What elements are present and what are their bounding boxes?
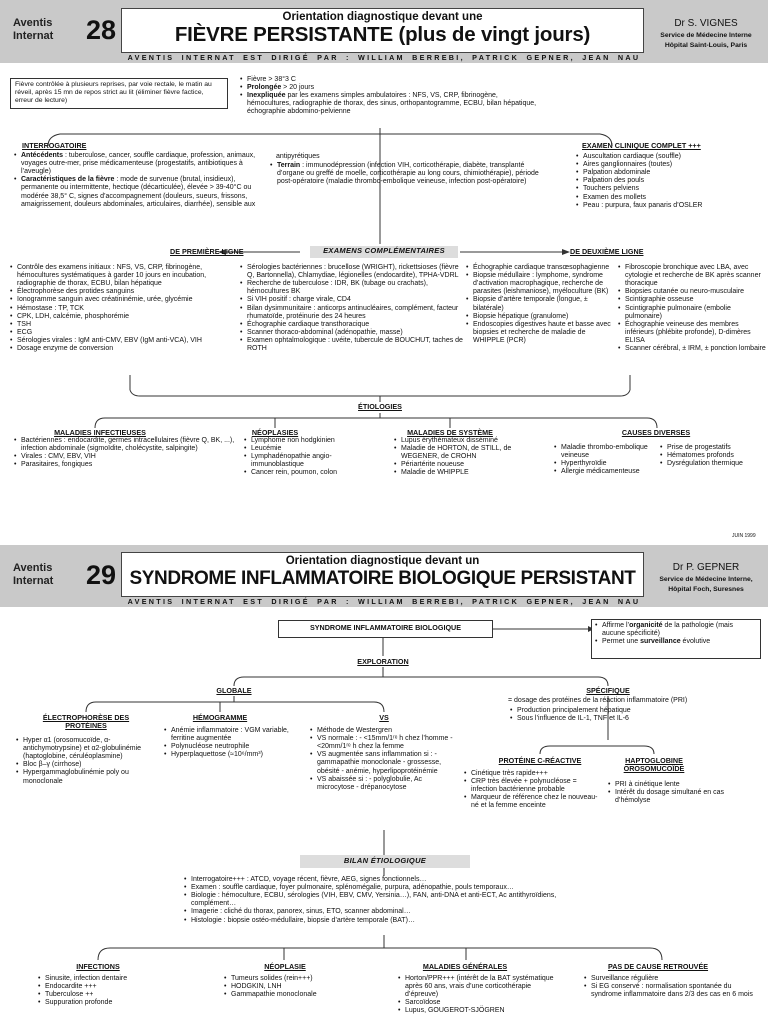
exploration-heading: EXPLORATION bbox=[357, 657, 409, 666]
list-item: • Méthode de Westergren bbox=[310, 727, 460, 735]
list-item: • Biopsie médullaire : lymphome, syndrome d’activation macrophagique, recherche de parasites (leishmaniose), myéloculture (BK) bbox=[466, 272, 618, 296]
list-item: • Examen : souffle cardiaque, foyer pulmonaire, splénomégalie, purpura, adénopathie, pouls temporaux… bbox=[184, 884, 574, 892]
brand-line-2: Internat bbox=[13, 29, 54, 42]
list-item: • Production principalement hépatique bbox=[510, 707, 760, 715]
hemogramme-heading: HÉMOGRAMME bbox=[192, 713, 248, 722]
list-item: • Biopsie d’artère temporale (longue, ± bilatérale) bbox=[466, 296, 618, 312]
sheet-title: FIÈVRE PERSISTANTE (plus de vingt jours) bbox=[174, 23, 591, 47]
sheet-number: 29 bbox=[86, 560, 117, 590]
list-item: • Lymphadénopathie angio-immunoblastique bbox=[244, 453, 384, 469]
neoplasie-heading: NÉOPLASIE bbox=[264, 962, 306, 971]
list-item: • Parasitaires, fongiques bbox=[14, 461, 236, 469]
list-item: • Tumeurs solides (rein+++) bbox=[224, 975, 374, 983]
list-item: • Suppuration profonde bbox=[38, 999, 178, 1007]
side-term: surveillance bbox=[640, 638, 681, 646]
list-item: • Lymphome non hodgkinien bbox=[244, 437, 384, 445]
list-item: • Hyperplaquettose (≈10⁶/mm³) bbox=[164, 751, 298, 759]
list-item: • Si VIH positif : charge virale, CD4 bbox=[240, 296, 464, 304]
list-item: • Sarcoïdose bbox=[398, 999, 564, 1007]
list-item: • Allergie médicamenteuse bbox=[554, 468, 658, 476]
item-text: : tuberculose, cancer, souffle cardiaque, profession, animaux, voyages outre-mer, prise médicamenteuse (progestatifs, antibiotiques à l’aveugle) bbox=[21, 152, 256, 176]
list-item: • Ionogramme sanguin avec créatininémie, urée, glycémie bbox=[10, 296, 238, 304]
list-item: • Lupus, GOUGEROT-SJÖGREN bbox=[398, 1007, 564, 1015]
interrogatoire-continuation: antipyrétiques bbox=[276, 153, 320, 160]
list-item: • Maladie thrombo-embolique veineuse bbox=[554, 444, 658, 460]
list-item: • Hyper α1 (orosomucoïde, α-antichymotrypsine) et α2-globulinémie (haptoglobine, céruléoplasmine) bbox=[16, 737, 162, 761]
list-item: • Endocardite +++ bbox=[38, 983, 178, 991]
list-item: • Maladie de HORTON, de STILL, de WEGENER, de CROHN bbox=[394, 445, 544, 461]
list-item: • Palpation abdominale bbox=[576, 169, 762, 177]
terrain-text: : immunodépression (infection VIH, corticothérapie, diabète, transplanté d’organe ou greffé de moelle, corticothérapie au long cours, chimiothérapie), période post-opératoire (maladie thrombo-embolique veineuse, infection post-opératoire) bbox=[277, 162, 539, 186]
directors-line: AVENTIS INTERNAT EST DIRIGÉ PAR : WILLIAM BERREBI, PATRICK GEPNER, JEAN NAU bbox=[127, 53, 641, 62]
list-item: • Auscultation cardiaque (souffle) bbox=[576, 153, 762, 161]
list-item: • Histologie : biopsie ostéo-médullaire, biopsie d’artère temporale (BAT)… bbox=[184, 917, 574, 925]
vs-list bbox=[310, 727, 460, 792]
side-text: évolutive bbox=[680, 638, 711, 646]
list-item: • Dosage enzyme de conversion bbox=[10, 345, 238, 353]
list-item: • Peau : purpura, faux panaris d’OSLER bbox=[576, 202, 762, 210]
list-item: • Gammapathie monoclonale bbox=[224, 991, 374, 999]
list-item: • Périartérite noueuse bbox=[394, 461, 544, 469]
infectieuses-heading: MALADIES INFECTIEUSES bbox=[54, 428, 146, 437]
list-item: • Échographie cardiaque transœsophagienne bbox=[466, 264, 618, 272]
side-box-item bbox=[595, 622, 757, 638]
globale-heading: GLOBALE bbox=[216, 686, 252, 695]
definition-text: Fièvre > 38°3 C bbox=[247, 76, 296, 83]
premiere-ligne-heading: DE PREMIÈRE LIGNE bbox=[170, 247, 244, 256]
examen-clinique-heading: EXAMEN CLINIQUE COMPLET +++ bbox=[582, 141, 701, 150]
brand-line-2: Internat bbox=[13, 574, 54, 587]
interrogatoire-heading: INTERROGATOIRE bbox=[22, 141, 87, 150]
sans-cause-list bbox=[584, 975, 764, 999]
sheet-subtitle: Orientation diagnostique devant une bbox=[282, 11, 483, 23]
electrophorese-heading-text: ÉLECTROPHORÈSE DES PROTÉINES bbox=[42, 713, 130, 731]
list-item: • Biopsie hépatique (granulome) bbox=[466, 313, 618, 321]
haptoglobine-heading-text: HAPTOGLOBINE OROSOMUCOÏDE bbox=[623, 756, 685, 774]
list-item: • VS augmentée sans inflammation si : - gammapathie monoclonale - grossesse, obésité - anémie, hyperlipoprotéinémie bbox=[310, 751, 460, 775]
list-item: • Contrôle des examens initiaux : NFS, VS, CRP, fibrinogène, hémocultures systématiques à garder 10 jours en incubation, radiographie de thorax, ECBU, bilan hépatique bbox=[10, 264, 238, 288]
item-term: Caractéristiques de la fièvre bbox=[21, 176, 115, 184]
sans-cause-heading: PAS DE CAUSE RETROUVÉE bbox=[607, 962, 709, 971]
list-item: • Hématomes profonds bbox=[660, 452, 766, 460]
list-item: • Cinétique très rapide+++ bbox=[464, 770, 604, 778]
list-item: • Surveillance régulière bbox=[584, 975, 764, 983]
list-item: • Sinusite, infection dentaire bbox=[38, 975, 178, 983]
list-item: • Palpation des pouls bbox=[576, 177, 762, 185]
haptoglobine-heading bbox=[612, 757, 696, 774]
list-item: • Hémostase : TP, TCK bbox=[10, 305, 238, 313]
vs-heading: VS bbox=[379, 713, 389, 722]
etiologies-heading: ÉTIOLOGIES bbox=[358, 402, 402, 411]
specifique-definition: = dosage des protéines de la réaction inflammatoire (PRI) bbox=[508, 697, 688, 704]
side-term: organicité bbox=[629, 622, 663, 629]
list-item: • Horton/PPR+++ (intérêt de la BAT systématique après 60 ans, vrais d’une corticothérapie d’épreuve) bbox=[398, 975, 564, 999]
sheet-number: 28 bbox=[86, 15, 117, 45]
author-service: Service de Médecine Interne, bbox=[659, 576, 753, 583]
list-item: • Aires ganglionnaires (toutes) bbox=[576, 161, 762, 169]
infections-heading: INFECTIONS bbox=[76, 962, 120, 971]
list-item: • Sérologies virales : IgM anti-CMV, EBV (IgM anti-VCA), VIH bbox=[10, 337, 238, 345]
hemogramme-list bbox=[164, 727, 298, 759]
list-item: • ECG bbox=[10, 329, 238, 337]
list-item: • Si EG conservé : normalisation spontanée du syndrome inflammatoire dans 2/3 des cas en 6 mois bbox=[584, 983, 764, 999]
definition-term: Inexpliquée bbox=[247, 92, 286, 100]
haptoglobine-list bbox=[608, 781, 758, 805]
list-item: • Touchers pelviens bbox=[576, 185, 762, 193]
electrophorese-heading bbox=[36, 714, 136, 731]
author-name: Dr P. GEPNER bbox=[672, 562, 740, 573]
infections-list bbox=[38, 975, 178, 1007]
list-item: • Cancer rein, poumon, colon bbox=[244, 469, 384, 477]
list-item: • Scanner cérébral, ± IRM, ± ponction lombaire bbox=[618, 345, 766, 353]
list-item: • Bilan dysimmunitaire : anticorps antinucléaires, complément, facteur rhumatoïde, protéinurie des 24 heures bbox=[240, 305, 464, 321]
list-item: • Interrogatoire+++ : ATCD, voyage récent, fièvre, AEG, signes fonctionnels… bbox=[184, 876, 574, 884]
list-item: • Marqueur de référence chez le nouveau-né et la femme enceinte bbox=[464, 794, 604, 810]
list-item: • TSH bbox=[10, 321, 238, 329]
list-item: • PRI à cinétique lente bbox=[608, 781, 758, 789]
item-text: : mode de survenue (brutal, insidieux), permanente ou intermittente, hectique (décarticulée), élevée > 39-40°C ou modérée 38,5° C, signes d’accompagnement (douleurs, sueurs, frissons, amaigrissement, douleurs abdominales, articulaires, diarrhée), sensible aux bbox=[21, 176, 256, 208]
list-item: • Virales : CMV, EBV, VIH bbox=[14, 453, 236, 461]
list-item: • Dysrégulation thermique bbox=[660, 460, 766, 468]
side-box-item bbox=[595, 638, 757, 646]
list-item: • Électrophorèse des protides sanguins bbox=[10, 288, 238, 296]
list-item: • Maladie de WHIPPLE bbox=[394, 469, 544, 477]
list-item: • Leucémie bbox=[244, 445, 384, 453]
list-item: • Scanner thoraco-abdominal (adénopathie, masse) bbox=[240, 329, 464, 337]
brand-line-1: Aventis bbox=[13, 562, 53, 574]
bilan-list bbox=[184, 876, 574, 925]
list-item: • Hyperthyroïdie bbox=[554, 460, 658, 468]
side-box bbox=[591, 619, 761, 659]
root-box bbox=[278, 620, 493, 638]
list-item: • Examen des mollets bbox=[576, 194, 762, 202]
list-item: • Échographie veineuse des membres inférieurs (phlébite profonde), D-dimères ELISA bbox=[618, 321, 766, 345]
list-item: • Recherche de tuberculose : IDR, BK (tubage ou crachats), hémocultures BK bbox=[240, 280, 464, 296]
fever-note-box: Fièvre contrôlée à plusieurs reprises, par voie rectale, le matin au réveil, après 15 mn de repos strict au lit (éliminer fièvre factice, erreur de lecture) bbox=[10, 78, 228, 109]
list-item: • Sérologies bactériennes : brucellose (WRIGHT), rickettsioses (fièvre Q, Bartonnella), Chlamydiae, légionelles (endocardite), TPHA-VDRL bbox=[240, 264, 464, 280]
list-item: • Prise de progestatifs bbox=[660, 444, 766, 452]
list-item: • Biopsies cutanée ou neuro-musculaire bbox=[618, 288, 766, 296]
definition-term: Prolongée bbox=[247, 84, 282, 92]
specifique-list bbox=[510, 707, 760, 723]
side-text: de la pathologie (mais aucune spécificité) bbox=[602, 622, 733, 638]
side-text: Affirme l’ bbox=[602, 622, 630, 629]
author-hospital: Hôpital Saint-Louis, Paris bbox=[664, 42, 748, 50]
list-item: • Fibroscopie bronchique avec LBA, avec cytologie et recherche de BK après scanner thoracique bbox=[618, 264, 766, 288]
list-item: • Examen ophtalmologique : uvéite, tubercule de BOUCHUT, taches de ROTH bbox=[240, 337, 464, 353]
list-item: • Imagerie : cliché du thorax, panorex, sinus, ETO, scanner abdominal… bbox=[184, 908, 574, 916]
list-item: • Biologie : hémoculture, ECBU, sérologies (VIH, EBV, CMV, Yersinia…), FAN, anti-DNA et anti-ECT, Ac antithyroïdiens, complément… bbox=[184, 892, 574, 908]
publication-date: JUIN 1999 bbox=[732, 533, 756, 539]
list-item: • Scintigraphie pulmonaire (embolie pulmonaire) bbox=[618, 305, 766, 321]
list-item: • Polynucléose neutrophile bbox=[164, 743, 298, 751]
directors-line: AVENTIS INTERNAT EST DIRIGÉ PAR : WILLIAM BERREBI, PATRICK GEPNER, JEAN NAU bbox=[127, 597, 641, 606]
terrain-term: Terrain bbox=[277, 162, 301, 169]
list-item: • Intérêt du dosage simultané en cas d’hémolyse bbox=[608, 789, 758, 805]
definition-text: par les examens simples ambulatoires : NFS, VS, CRP, fibrinogène, hémocultures, radiographie de thorax, des sinus, orthopantogramme, ECBU, bilan hépatique, échographie abdomino-pelvienne bbox=[247, 92, 537, 116]
list-item: • Échographie cardiaque transthoracique bbox=[240, 321, 464, 329]
sheet-title: SYNDROME INFLAMMATOIRE BIOLOGIQUE PERSISTANT bbox=[129, 568, 636, 590]
side-text: Permet une bbox=[602, 638, 641, 646]
list-item: • Endoscopies digestives haute et basse avec biopsies et recherche de maladie de WHIPPLE (PCR) bbox=[466, 321, 618, 345]
list-item: • VS abaissée si : - polyglobulie, Ac microcytose - drépanocytose bbox=[310, 776, 460, 792]
list-item: • Scintigraphie osseuse bbox=[618, 296, 766, 304]
list-item: • Hypergammaglobulinémie poly ou monoclonale bbox=[16, 769, 162, 785]
list-item: • Bactériennes : endocardite, germes intracellulaires (fièvre Q, BK, ...), infection abdominale (sigmoïdite, cholécystite, salpingite) bbox=[14, 437, 236, 453]
list-item: • Lupus érythémateux disséminé bbox=[394, 437, 544, 445]
author-hospital: Hôpital Foch, Suresnes bbox=[668, 586, 744, 594]
list-item: • VS normale : - <15mm/1ʳᵉ h chez l’homme - <20mm/1ʳᵉ h chez la femme bbox=[310, 735, 460, 751]
brand-line-1: Aventis bbox=[13, 17, 53, 29]
systeme-heading: MALADIES DE SYSTÈME bbox=[407, 428, 493, 437]
definition-text: > 20 jours bbox=[281, 84, 315, 92]
diverses-heading: CAUSES DIVERSES bbox=[621, 428, 691, 437]
list-item: • HODGKIN, LNH bbox=[224, 983, 374, 991]
crp-list bbox=[464, 770, 604, 811]
list-item: • CPK, LDH, calcémie, phosphorémie bbox=[10, 313, 238, 321]
list-item: • Sous l’influence de IL-1, TNF et IL-6 bbox=[510, 715, 760, 723]
side-box-list bbox=[595, 622, 757, 646]
generales-list bbox=[398, 975, 564, 1016]
author-name: Dr S. VIGNES bbox=[674, 18, 738, 29]
deuxieme-ligne-heading: DE DEUXIÈME LIGNE bbox=[570, 247, 644, 256]
examens-complementaires-label: EXAMENS COMPLÉMENTAIRES bbox=[310, 246, 458, 258]
list-item: • Anémie inflammatoire : VGM variable, ferritine augmentée bbox=[164, 727, 298, 743]
root-box-label: SYNDROME INFLAMMATOIRE BIOLOGIQUE bbox=[309, 623, 462, 632]
item-term: Antécédents bbox=[21, 152, 64, 159]
specifique-heading: SPÉCIFIQUE bbox=[586, 686, 630, 695]
list-item: • Bloc β–γ (cirrhose) bbox=[16, 761, 162, 769]
neoplasie-list bbox=[224, 975, 374, 999]
generales-heading: MALADIES GÉNÉRALES bbox=[422, 962, 508, 971]
author-service: Service de Médecine Interne bbox=[660, 32, 752, 39]
neoplasies-heading: NÉOPLASIES bbox=[251, 428, 299, 437]
list-item: • CRP très élevée + polynucléose = infection bactérienne probable bbox=[464, 778, 604, 794]
list-item: • Tuberculose ++ bbox=[38, 991, 178, 999]
crp-heading: PROTÉINE C-RÉACTIVE bbox=[498, 756, 582, 765]
sheet-subtitle: Orientation diagnostique devant un bbox=[285, 555, 480, 567]
electrophorese-list bbox=[16, 737, 162, 786]
bilan-etiologique-label: BILAN ÉTIOLOGIQUE bbox=[300, 855, 470, 868]
